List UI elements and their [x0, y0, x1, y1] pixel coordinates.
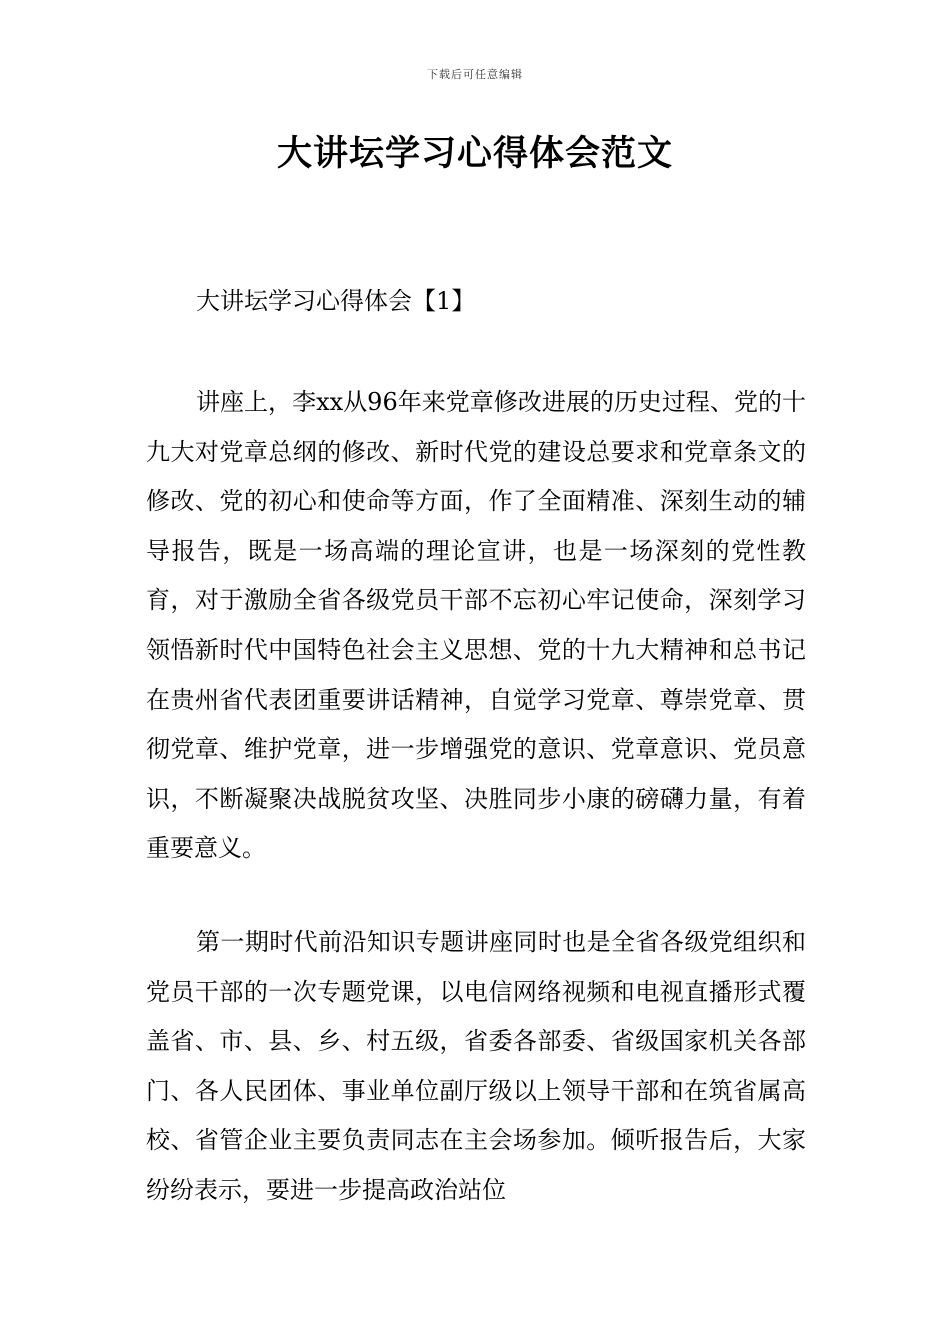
section-heading: 大讲坛学习心得体会【1】 — [196, 287, 476, 315]
header-note: 下载后可任意编辑 — [427, 68, 523, 81]
paragraph: 讲座上，李xx从96年来党章修改进展的历史过程、党的十九大对党章总纲的修改、新时代党的建设总要求和党章条文的修改、党的初心和使命等方面，作了全面精准、深刻生动的辅导报告，既是一场高端的理论宣讲，也是一场深刻的党性教育，对于激励全省各级党员干部不忘初心牢记使命，深刻学习领悟新时代中国特色社会主义思想、党的十九大精神和总书记在贵州省代表团重要讲话精神，自觉学习党章、尊崇党章、贯彻党章、维护党章，进一步增强党的意识、党章意识、党员意识，不断凝聚决战脱贫攻坚、决胜同步小康的磅礴力量，有着重要意义。 — [146, 388, 806, 863]
paragraph: 第一期时代前沿知识专题讲座同时也是全省各级党组织和党员干部的一次专题党课，以电信网络视频和电视直播形式覆盖省、市、县、乡、村五级，省委各部委、省级国家机关各部门、各人民团体、事业单位副厅级以上领导干部和在筑省属高校、省管企业主要负责同志在主会场参加。倾听报告后，大家纷纷表示，要进一步提高政治站位 — [146, 928, 806, 1204]
page-title: 大讲坛学习心得体会范文 — [276, 134, 673, 174]
